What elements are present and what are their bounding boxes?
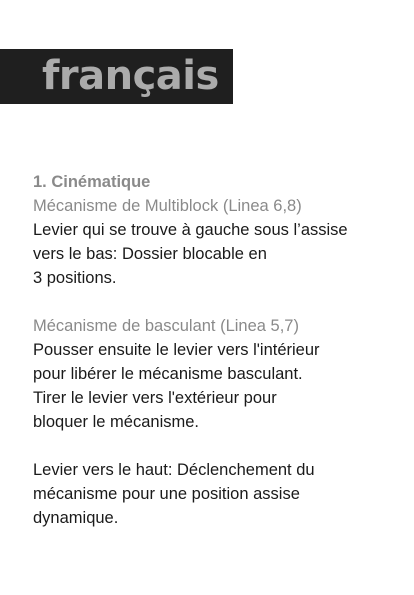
- basculant-subtitle: Mécanisme de basculant (Linea 5,7): [33, 317, 299, 335]
- basculant-instructions: Pousser ensuite le levier vers l'intérieur pour libérer le mécanisme basculant. Tirer le levier vers l'extérieur pour bloquer le mécanisme.: [33, 341, 320, 431]
- section-heading: 1. Cinématique: [33, 173, 151, 191]
- spacer: [33, 290, 393, 314]
- lever-up-instructions: Levier vers le haut: Déclenchement du mécanisme pour une position assise dynamique.: [33, 461, 315, 527]
- instructions-section: [33, 170, 393, 530]
- multiblock-instructions: Levier qui se trouve à gauche sous l’assise vers le bas: Dossier blocable en 3 positions.: [33, 221, 348, 287]
- spacer: [33, 434, 393, 458]
- language-title: français: [42, 53, 219, 99]
- multiblock-subtitle: Mécanisme de Multiblock (Linea 6,8): [33, 197, 302, 215]
- language-banner: [0, 49, 233, 104]
